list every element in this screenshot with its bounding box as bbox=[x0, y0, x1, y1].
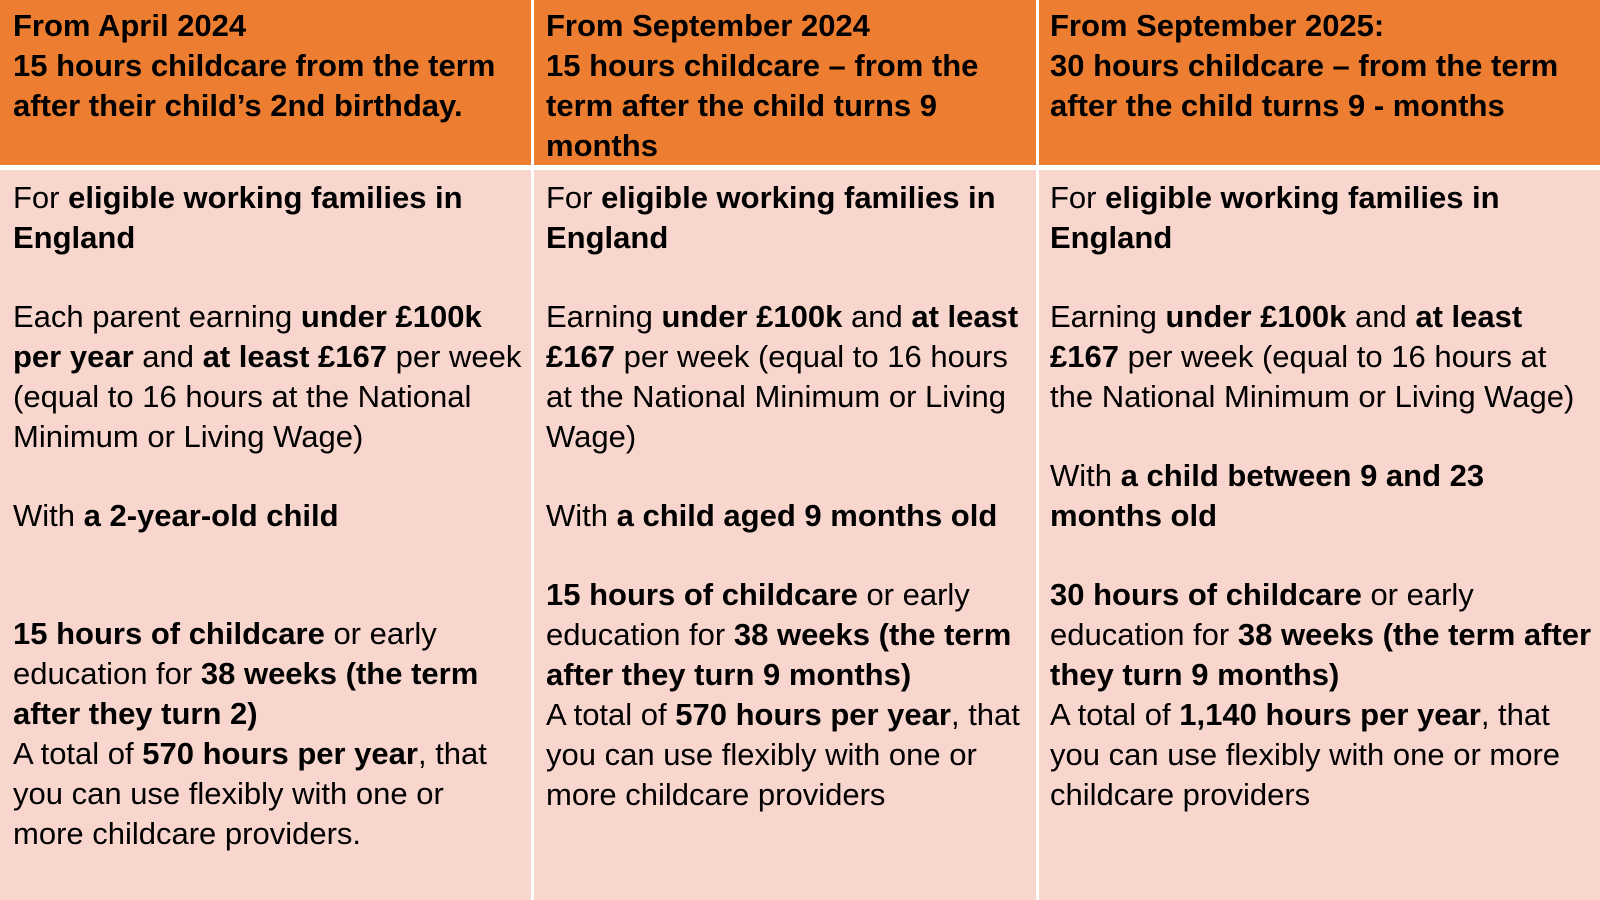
total-text bbox=[13, 734, 523, 854]
text-span: With bbox=[1050, 458, 1121, 493]
hours-text bbox=[13, 614, 523, 734]
hours-text bbox=[1050, 575, 1592, 695]
bold-span: eligible working families in England bbox=[13, 180, 463, 255]
text-span: , that you can use flexibly with one or more childcare providers bbox=[546, 697, 1020, 812]
text-span: With bbox=[546, 498, 617, 533]
header-cell-april-2024 bbox=[0, 0, 534, 170]
text-span: and bbox=[842, 299, 912, 334]
bold-span: 38 weeks (the term after they turn 2) bbox=[13, 656, 479, 731]
text-span: , that you can use flexibly with one or more childcare providers. bbox=[13, 736, 487, 851]
text-span: A total of bbox=[1050, 697, 1180, 732]
bold-span: eligible working families in England bbox=[546, 180, 996, 255]
eligibility-text bbox=[1050, 178, 1592, 258]
child-age-text bbox=[1050, 456, 1592, 536]
text-span: per week (equal to 16 hours at the National Minimum or Living Wage) bbox=[1050, 339, 1575, 414]
eligibility-text bbox=[13, 178, 523, 258]
text-span: and bbox=[133, 339, 203, 374]
text-span: A total of bbox=[13, 736, 143, 771]
header-description: 15 hours childcare from the term after their child’s 2nd birthday. bbox=[13, 48, 496, 123]
text-span: Earning bbox=[1050, 299, 1166, 334]
bold-span: 38 weeks (the term after they turn 9 months) bbox=[546, 617, 1012, 692]
bold-span: under £100k per year bbox=[13, 299, 482, 374]
earnings-text bbox=[546, 297, 1028, 457]
text-span: Earning bbox=[546, 299, 662, 334]
text-span: , that you can use flexibly with one or more childcare providers bbox=[1050, 697, 1561, 812]
eligibility-text bbox=[546, 178, 1028, 258]
bold-span: under £100k bbox=[661, 299, 843, 334]
bold-span: 1,140 hours per year bbox=[1179, 697, 1481, 732]
bold-span: at least £167 bbox=[202, 339, 388, 374]
bold-span: 30 hours of childcare bbox=[1050, 577, 1362, 612]
text-span: For bbox=[546, 180, 602, 215]
text-span: per week (equal to 16 hours at the National Minimum or Living Wage) bbox=[13, 339, 522, 454]
body-cell-september-2024 bbox=[534, 170, 1039, 900]
total-text bbox=[1050, 695, 1592, 815]
bold-span: 15 hours of childcare bbox=[13, 616, 325, 651]
body-cell-september-2025 bbox=[1039, 170, 1600, 900]
total-text bbox=[546, 695, 1028, 815]
text-span: or early education for bbox=[546, 577, 970, 652]
bold-span: under £100k bbox=[1165, 299, 1347, 334]
bold-span: eligible working families in England bbox=[1050, 180, 1500, 255]
bold-span: 570 hours per year bbox=[142, 736, 418, 771]
bold-span: a child aged 9 months old bbox=[616, 498, 998, 533]
text-span: With bbox=[13, 498, 84, 533]
earnings-text bbox=[13, 297, 523, 457]
child-age-text bbox=[13, 496, 523, 536]
bold-span: at least £167 bbox=[546, 299, 1019, 374]
header-cell-september-2025 bbox=[1039, 0, 1600, 170]
bold-span: a 2-year-old child bbox=[83, 498, 339, 533]
body-cell-april-2024 bbox=[0, 170, 534, 900]
text-span: Each parent earning bbox=[13, 299, 301, 334]
header-description: 30 hours childcare – from the term after the child turns 9 - months bbox=[1050, 48, 1559, 123]
text-span: or early education for bbox=[13, 616, 437, 691]
text-span: per week (equal to 16 hours at the National Minimum or Living Wage) bbox=[546, 339, 1008, 454]
header-date: From April 2024 bbox=[13, 8, 247, 43]
header-date: From September 2025: bbox=[1050, 8, 1385, 43]
text-span: For bbox=[1050, 180, 1106, 215]
hours-text bbox=[546, 575, 1028, 695]
bold-span: a child between 9 and 23 months old bbox=[1050, 458, 1485, 533]
text-span: A total of bbox=[546, 697, 676, 732]
header-cell-september-2024 bbox=[534, 0, 1039, 170]
bold-span: 15 hours of childcare bbox=[546, 577, 858, 612]
earnings-text bbox=[1050, 297, 1592, 417]
header-date: From September 2024 bbox=[546, 8, 870, 43]
bold-span: 38 weeks (the term after they turn 9 months) bbox=[1050, 617, 1592, 692]
header-description: 15 hours childcare – from the term after the child turns 9 months bbox=[546, 48, 979, 163]
bold-span: 570 hours per year bbox=[675, 697, 951, 732]
child-age-text bbox=[546, 496, 1028, 536]
text-span: and bbox=[1346, 299, 1416, 334]
text-span: or early education for bbox=[1050, 577, 1474, 652]
text-span: For bbox=[13, 180, 69, 215]
bold-span: at least £167 bbox=[1050, 299, 1523, 374]
